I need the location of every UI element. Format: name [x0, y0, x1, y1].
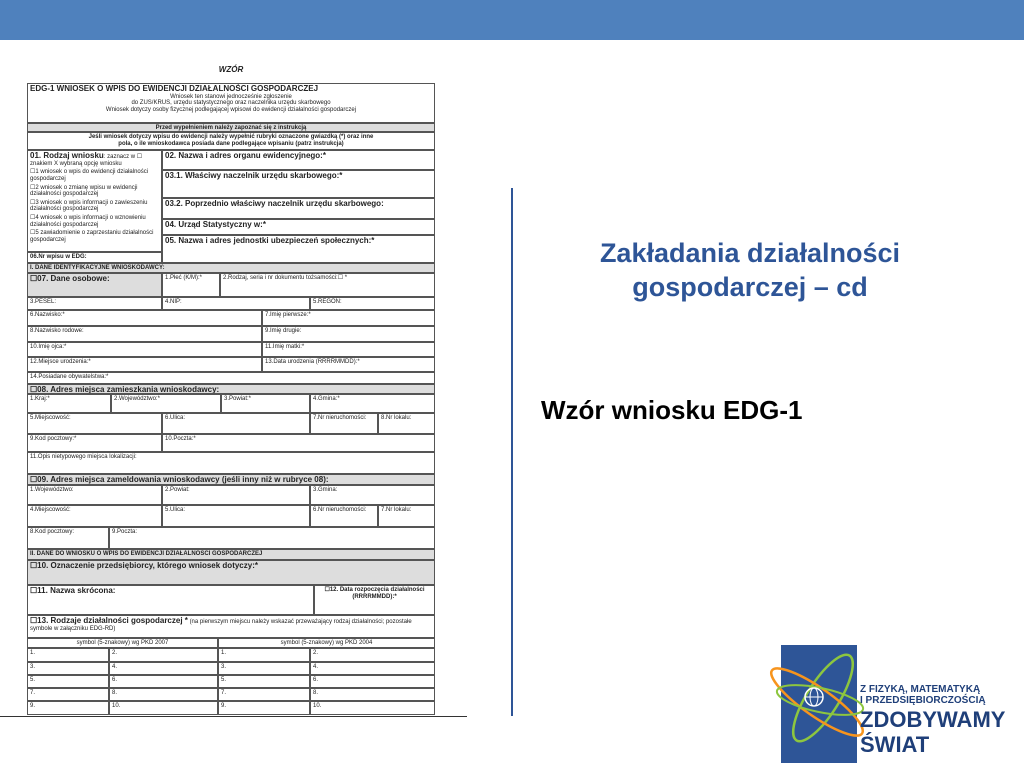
field-01-title: 01. Rodzaj wniosku: [30, 151, 104, 160]
field-imie-drugie: 9.Imię drugie:: [262, 326, 435, 342]
pkd-cell: 1.: [27, 648, 109, 662]
pkd-cell: 4.: [109, 662, 218, 675]
field-08-nr-lokalu: 8.Nr lokalu:: [378, 413, 435, 434]
field-09-gmina: 3.Gmina:: [310, 485, 435, 505]
field-08-gmina: 4.Gmina:*: [310, 394, 435, 413]
field-imie-ojca: 10.Imię ojca:*: [27, 342, 262, 357]
field-07-plec: 1.Płeć (K/M):*: [162, 273, 220, 297]
form-instruction-line1: Jeśli wniosek dotyczy wpisu do ewidencji należy wypełnić rubryki oznaczone gwiazdką (*) oraz inne: [88, 134, 374, 140]
field-08-ulica: 6.Ulica:: [162, 413, 310, 434]
pkd-cell: 6.: [310, 675, 435, 688]
field-pesel: 3.PESEL:: [27, 297, 162, 310]
logo-text: [860, 684, 1005, 756]
field-imie-pierwsze: 7.Imię pierwsze:*: [262, 310, 435, 326]
field-nip: 4.NIP:: [162, 297, 310, 310]
field-04-urzad-statystyczny: 04. Urząd Statystyczny w:*: [162, 219, 435, 235]
field-08-powiat: 3.Powiat:*: [221, 394, 310, 413]
field-10-oznaczenie: ☐10. Oznaczenie przedsiębiorcy, którego wniosek dotyczy:*: [27, 560, 435, 585]
field-nazwisko: 6.Nazwisko:*: [27, 310, 262, 326]
section-1-title: I. DANE IDENTYFIKACYJNE WNIOSKODAWCY:: [27, 263, 435, 273]
pkd-cell: 7.: [218, 688, 310, 701]
edg1-form-image: [27, 66, 435, 715]
form-header-line3: Wniosek dotyczy osoby fizycznej podlegającej wpisowi do ewidencji działalności gospodarczej: [105, 106, 357, 113]
logo-line4: ŚWIAT: [860, 732, 930, 757]
field-07-dane-osobowe: ☐07. Dane osobowe:: [27, 273, 162, 297]
field-11-nazwa-skrocona: ☐11. Nazwa skrócona:: [27, 585, 314, 615]
pkd-cell: 8.: [109, 688, 218, 701]
pkd-cell: 9.: [218, 701, 310, 715]
field-08-kod-pocztowy: 9.Kod pocztowy:*: [27, 434, 162, 452]
logo-line2: I PRZEDSIĘBIORCZOŚCIĄ: [860, 695, 986, 706]
field-05-zus: 05. Nazwa i adres jednostki ubezpieczeń społecznych:*: [162, 235, 435, 263]
field-08-miejscowosc: 5.Miejscowość:: [27, 413, 162, 434]
form-wzor-label: WZÓR: [218, 65, 244, 74]
pkd-cell: 1.: [218, 648, 310, 662]
vertical-divider: [511, 188, 513, 716]
field-032-poprzedni-naczelnik: 03.2. Poprzednio właściwy naczelnik urzędu skarbowego:: [162, 198, 435, 219]
field-data-urodzenia: 13.Data urodzenia (RRRRMMDD):*: [262, 357, 435, 372]
pkd-cell: 3.: [218, 662, 310, 675]
form-instruction-title: Przed wypełnieniem należy zapoznać się z instrukcją: [27, 123, 435, 132]
field-09-powiat: 2.Powiat:: [162, 485, 310, 505]
form-instruction-line2: pola, o ile wnioskodawca posiada dane podlegające wpisaniu (patrz instrukcja): [118, 140, 344, 147]
field-01-option: ☐1 wniosek o wpis do ewidencji działalności gospodarczej: [30, 169, 149, 182]
pkd-cell: 8.: [310, 688, 435, 701]
field-06-nr-wpisu: 06.Nr wpisu w EDG:: [27, 252, 162, 263]
field-imie-matki: 11.Imię matki:*: [262, 342, 435, 357]
field-nazwisko-rodowe: 8.Nazwisko rodowe:: [27, 326, 262, 342]
pkd-cell: 2.: [109, 648, 218, 662]
pkd-cell: 9.: [27, 701, 109, 715]
field-12-data-rozpoczecia: ☐12. Data rozpoczęcia działalności (RRRRMMDD):*: [314, 585, 435, 615]
field-07-dokument: 2.Rodzaj, seria i nr dokumentu tożsamości:☐ *: [220, 273, 435, 297]
pkd-cell: 4.: [310, 662, 435, 675]
slide-subtitle: Wzór wniosku EDG-1: [541, 395, 803, 425]
field-08-kraj: 1.Kraj:*: [27, 394, 111, 413]
form-baseline: [0, 716, 467, 717]
field-08-poczta: 10.Poczta:*: [162, 434, 435, 452]
field-09-miejscowosc: 4.Miejscowość:: [27, 505, 162, 527]
pkd-cell: 2.: [310, 648, 435, 662]
field-01-option: ☐2 wniosek o zmianę wpisu w ewidencji działalności gospodarczej: [30, 184, 138, 198]
field-regon: 5.REGON:: [310, 297, 435, 310]
form-header: [27, 83, 435, 123]
logo-line3: ZDOBYWAMY: [860, 707, 1006, 732]
pkd-2007-header: symbol (5-znakowy) wg PKD 2007: [27, 638, 218, 648]
field-031-naczelnik: 03.1. Właściwy naczelnik urzędu skarbowego:*: [162, 170, 435, 198]
pkd-cell: 10.: [310, 701, 435, 715]
field-09-ulica: 5.Ulica:: [162, 505, 310, 527]
field-09-poczta: 9.Poczta:: [109, 527, 435, 549]
field-08-adres-zamieszkania: ☐08. Adres miejsca zamieszkania wnioskodawcy:: [27, 384, 435, 394]
field-01-option: ☐3 wniosek o wpis informacji o zawieszeniu działalności gospodarczej: [30, 199, 148, 213]
field-obywatelstwa: 14.Posiadane obywatelstwa:*: [27, 372, 435, 384]
pkd-cell: 5.: [27, 675, 109, 688]
pkd-cell: 6.: [109, 675, 218, 688]
field-08-nr-nieruchomosci: 7.Nr nieruchomości:: [310, 413, 378, 434]
field-09-kod-pocztowy: 8.Kod pocztowy:: [27, 527, 109, 549]
field-08-wojewodztwo: 2.Województwo:*: [111, 394, 221, 413]
pkd-2004-header: symbol (5-znakowy) wg PKD 2004: [218, 638, 435, 648]
field-01-option: ☐4 wniosek o wpis informacji o wznowieniu działalności gospodarczej: [30, 214, 146, 228]
form-header-line2: do ZUS/KRUS, urzędu statystycznego oraz naczelnika urzędu skarbowego: [131, 100, 331, 107]
pkd-cell: 5.: [218, 675, 310, 688]
pkd-table: [27, 648, 435, 715]
pkd-cell: 10.: [109, 701, 218, 715]
field-09-adres-zameldowania: ☐09. Adres miejsca zameldowania wnioskodawcy (jeśli inny niż w rubryce 08):: [27, 474, 435, 485]
field-09-wojewodztwo: 1.Województwo:: [27, 485, 162, 505]
field-13-note: (na pierwszym miejscu należy wskazać przeważający rodzaj działalności; pozostałe symbole w załączniku EDG-RD): [30, 619, 412, 632]
pkd-cell: 7.: [27, 688, 109, 701]
slide-title: Zakładania działalności gospodarczej – cd: [599, 238, 901, 303]
field-01-note: : zaznacz w ☐ znakiem X wybraną opcję wniosku: [30, 154, 143, 167]
field-09-nr-lokalu: 7.Nr lokalu:: [378, 505, 435, 527]
field-08-opis: 11.Opis nietypowego miejsca lokalizacji:: [27, 452, 435, 474]
field-13-title: ☐13. Rodzaje działalności gospodarczej *: [30, 616, 188, 625]
form-instruction: [27, 132, 435, 150]
form-header-title: EDG-1 WNIOSEK O WPIS DO EWIDENCJI DZIAŁALNOŚCI GOSPODARCZEJ: [30, 84, 319, 93]
top-banner: [0, 0, 1024, 40]
section-2-title: II. DANE DO WNIOSKU O WPIS DO EWIDENCJI DZIAŁALNOŚCI GOSPODARCZEJ: [27, 549, 435, 560]
logo-line1: Z FIZYKĄ, MATEMATYKĄ: [860, 684, 981, 695]
field-09-nr-nieruchomosci: 6.Nr nieruchomości:: [310, 505, 378, 527]
field-01-rodzaj-wniosku: [27, 150, 162, 252]
field-13-rodzaje-dzialalnosci: [27, 615, 435, 638]
pkd-cell: 3.: [27, 662, 109, 675]
field-miejsce-urodzenia: 12.Miejsce urodzenia:*: [27, 357, 262, 372]
field-02-organ: 02. Nazwa i adres organu ewidencyjnego:*: [162, 150, 435, 170]
form-header-line1: Wniosek ten stanowi jednocześnie zgłoszenie: [170, 93, 292, 100]
field-01-option: ☐5 zawiadomienie o zaprzestaniu działalności gospodarczej: [30, 230, 154, 243]
